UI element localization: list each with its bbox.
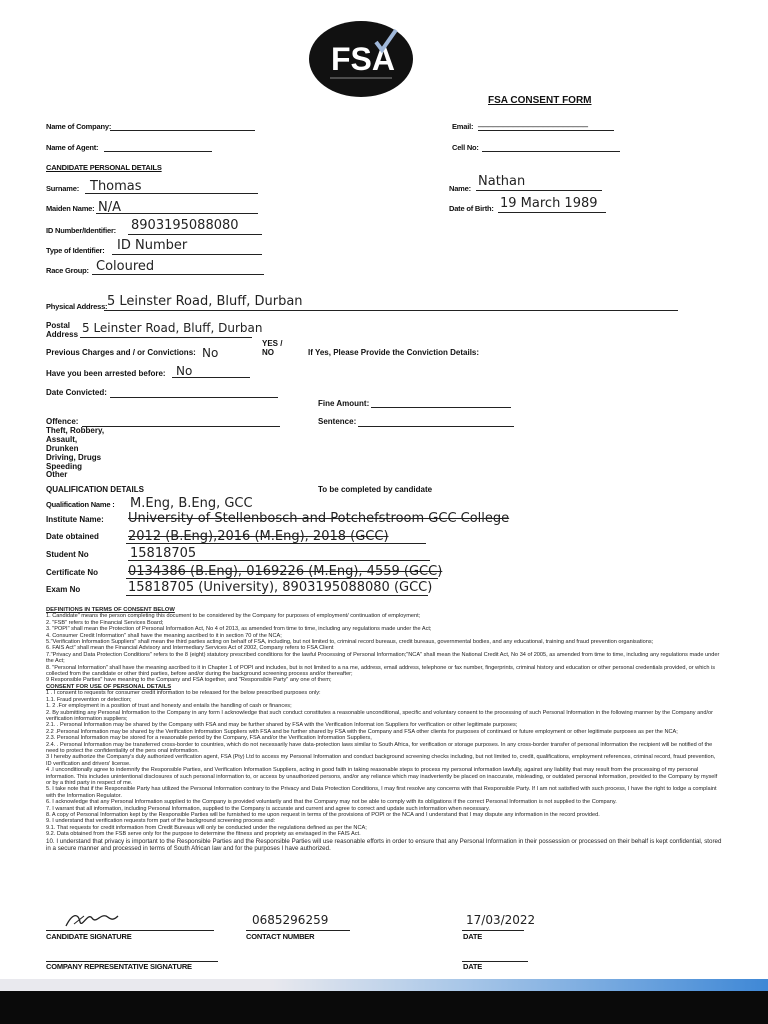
svg-text:FSA: FSA: [331, 41, 395, 77]
sentence-label: Sentence:: [318, 417, 357, 426]
postal-address-label-2: Address: [46, 330, 79, 339]
consent-terms-block: [46, 607, 722, 852]
date-obtained-value[interactable]: 2012 (B.Eng),2016 (M.Eng), 2018 (GCC): [128, 529, 389, 544]
to-be-completed-label: To be completed by candidate: [318, 485, 433, 494]
institute-name-value[interactable]: University of Stellenbosch and Potchefstroom GCC College: [128, 511, 510, 526]
date-of-birth-label: Date of Birth:: [449, 204, 494, 213]
surname-value[interactable]: Thomas: [90, 179, 142, 194]
date-signed-field[interactable]: [462, 930, 524, 931]
consent-item: 1 . I consent to requests for consumer credit information to be released for the below prescribed purposes only:: [46, 690, 321, 697]
conviction-details-label: If Yes, Please Provide the Conviction Details:: [308, 348, 480, 357]
qualification-details-heading: QUALIFICATION DETAILS: [46, 485, 144, 494]
fine-amount-label: Fine Amount:: [318, 399, 370, 408]
definition-item: 3. "POPI" shall mean the Protection of Personal Information Act, No 4 of 2013, as amended from time to time, including any regulations made under the Act;: [46, 626, 432, 633]
surname-field[interactable]: [85, 193, 258, 194]
offence-field[interactable]: [82, 426, 280, 427]
definition-item: 5."Verification Information Suppliers" shall mean the third parties acting on behalf of FSA, including, but not limited to, criminal record bureaus, credit bureaus, governmental bodies, and any educational, training and fraud prevention organisations;: [46, 639, 654, 646]
certificate-no-field[interactable]: [126, 578, 438, 579]
date-signed-value[interactable]: 17/03/2022: [466, 913, 536, 927]
previous-charges-label: Previous Charges and / or Convictions:: [46, 348, 196, 357]
previous-charges-value[interactable]: No: [202, 346, 219, 360]
definition-item: 9 Responsible Parties" have meaning to the Company and FSA together, and "Responsible Party" any one of them;: [46, 677, 332, 684]
arrested-before-value[interactable]: No: [176, 364, 193, 378]
offence-type-4: Driving, Drugs: [46, 453, 102, 462]
maiden-name-value[interactable]: N/A: [98, 200, 121, 215]
definition-item: 7."Privacy and Data Protection Conditions" refers to the 8 (eight) statutory prescribed conditions for the lawful Processing of Personal Information;"NCA" shall mean the National Credit Act, No 34 of 2005, as amended from time to time, including any regulations made under the Act;: [46, 651, 720, 665]
maiden-name-field[interactable]: [96, 213, 258, 214]
consent-item: 3 I hereby authorize the Company's duly authorized verification agent, FSA (Pty) Ltd to access my Personal Information and conduct background screening checks including, but not limited to, credit, qualifications, employment references, criminal record, fraud prevention, ID verification and drivers' license.: [46, 754, 716, 767]
email-field[interactable]: [478, 130, 614, 131]
yes-no-label-2: NO: [262, 348, 274, 357]
email-value[interactable]: ______________________: [478, 117, 588, 128]
date-obtained-field[interactable]: [126, 543, 426, 544]
id-number-value[interactable]: 8903195088080: [131, 218, 239, 233]
signature-scribble: [62, 908, 122, 932]
certificate-no-label: Certificate No: [46, 568, 99, 577]
offence-type-5: Speeding: [46, 462, 83, 471]
definitions-heading: DEFINITIONS IN TERMS OF CONSENT BELOW: [46, 607, 175, 613]
consent-item: 2.2 .Personal Information may be shared by the Verification Information Suppliers with FSA and be further shared by FSA with the Company and FSA other clients for purposes of continued or future employment or other legitimate purposes as per the NCA;: [46, 728, 678, 735]
consent-item: 1. 2 .For employment in a position of trust and honesty and entails the handling of cash or finances;: [46, 703, 292, 710]
form-title: FSA CONSENT FORM: [488, 95, 592, 106]
arrested-before-field[interactable]: [172, 377, 250, 378]
date-obtained-label: Date obtained: [46, 532, 99, 541]
yes-no-label-1: YES /: [262, 339, 283, 348]
consent-item: 7. I warrant that all information, including Personal Information, supplied to the Company is accurate and current and agree to correct and update such information when necessary.: [46, 805, 490, 812]
certificate-no-value[interactable]: 0134386 (B.Eng), 0169226 (M.Eng), 4559 (GCC): [128, 564, 443, 579]
student-no-field[interactable]: [128, 560, 430, 561]
consent-heading: CONSENT FOR USE OF PERSONAL DETAILS: [46, 683, 172, 690]
consent-item: 9. I understand that verification requests form part of the background screening process and:: [46, 818, 276, 825]
date2-label: DATE: [463, 962, 483, 971]
postal-address-value[interactable]: 5 Leinster Road, Bluff, Durban: [82, 321, 263, 335]
definition-item: 6. FAIS Act" shall mean the Financial Advisory and Intermediary Services Act of 2002, Company refers to FSA Client: [46, 645, 334, 652]
date-label: DATE: [463, 932, 483, 941]
fine-amount-field[interactable]: [371, 407, 511, 408]
student-no-value[interactable]: 15818705: [130, 546, 197, 561]
consent-item: 6. I acknowledge that any Personal Information supplied to the Company is provided voluntarily and that the Company may not be able to comply with its obligations if the correct Personal Information is not supplied to the Company.: [46, 799, 617, 806]
candidate-signature-field[interactable]: [46, 930, 214, 931]
type-of-identifier-field[interactable]: [112, 254, 262, 255]
name-of-company-field[interactable]: [110, 130, 255, 131]
consent-item: 2.3. Personal Information may be stored for a reasonable period by the Company, FSA and/or the Verification Information Suppliers,: [46, 735, 372, 742]
consent-item: 5. I take note that if the Responsible Party has utilized the Personal Information contrary to the Privacy and Data Protection Conditions, I may first resolve any concerns with that Responsible Party. If I am not satisfied with such process, I have the right to lodge a complaint with the Information Regulator.: [46, 786, 717, 799]
cell-no-label: Cell No:: [452, 143, 479, 152]
institute-name-label: Institute Name:: [46, 515, 104, 524]
consent-item: 8. A copy of Personal Information kept by the Responsible Parties will be furnished to me upon request in terms of the provisions of POPI or the NCA and I understand that I may dispute any information in the record provided.: [46, 812, 600, 818]
exam-no-field[interactable]: [126, 595, 428, 596]
offence-type-3: Drunken: [46, 444, 79, 453]
consent-item: 2. By submitting any Personal Information to the Company in any form I acknowledge that such conduct constitutes a reasonable unconditional, specific and voluntary consent to the processing of such Personal Information in the following manner by the Company and/or verification information suppliers;: [46, 709, 713, 722]
exam-no-label: Exam No: [46, 585, 81, 594]
fsa-logo-graphic: [308, 20, 414, 98]
offence-type-2: Assault,: [46, 435, 78, 444]
student-no-label: Student No: [46, 550, 89, 559]
postal-address-field[interactable]: [80, 337, 252, 338]
name-label: Name:: [449, 184, 471, 193]
footer-stripe: [0, 979, 768, 991]
consent-item: 9.1. That requests for credit information from Credit Bureaus will only be conducted under the regulations defined as per the NCA;: [46, 824, 367, 831]
definition-item: 4. Consumer Credit Information" shall have the meaning ascribed to it in section 70 of the NCA;: [46, 632, 282, 639]
physical-address-value[interactable]: 5 Leinster Road, Bluff, Durban: [107, 294, 303, 309]
type-of-identifier-label: Type of Identifier:: [46, 246, 105, 255]
definition-item: 1. Candidate" means the person completing this document to be considered by the Company for purposes of employment/ continuation of employment;: [46, 613, 421, 620]
footer-bar: [0, 991, 768, 1024]
name-of-company-label: Name of Company:: [46, 122, 112, 131]
date-convicted-field[interactable]: [110, 397, 278, 398]
id-number-field[interactable]: [128, 234, 262, 235]
candidate-signature-label: CANDIDATE SIGNATURE: [46, 932, 132, 941]
contact-number-label: CONTACT NUMBER: [246, 932, 315, 941]
consent-item: 9.2. Data obtained from the FSB serve only for the purpose to determine the fitness and propriety as envisaged in the FAIS Act.: [46, 831, 361, 838]
sentence-field[interactable]: [358, 426, 514, 427]
physical-address-label: Physical Address:: [46, 302, 108, 311]
consent-item: 4 .I unconditionally agree to indemnify the Responsible Parties, and Verification Information Suppliers, acting in good faith in taking reasonable steps to process my personal information lawfully, against any liability that may result from the processing of my personal information. This includes unintentional disclosures of such personal information to, or access by unauthorized persons, and/or any reliance which may inadvertently be placed on inaccurate, misleading, or outdated personal information, provided to the Company by myself or by a third party in respect of me.: [46, 767, 718, 786]
race-group-field[interactable]: [92, 274, 264, 275]
surname-label: Surname:: [46, 184, 79, 193]
consent-item: 1.1. Fraud prevention or detection;: [46, 696, 132, 703]
candidate-signature-image: [62, 908, 122, 932]
consent-item: 2.1. . Personal Information may be shared by the Company with FSA and may be further shared by FSA with the Verification Informat ion Suppliers for verification or other legitimate purposes;: [46, 722, 518, 729]
offence-type-6: Other: [46, 470, 68, 479]
company-rep-signature-label: COMPANY REPRESENTATIVE SIGNATURE: [46, 962, 192, 971]
date-of-birth-value[interactable]: 19 March 1989: [500, 196, 598, 211]
physical-address-field[interactable]: [104, 310, 678, 311]
exam-no-value[interactable]: 15818705 (University), 8903195088080 (GCC): [128, 580, 433, 595]
offence-label: Offence:: [46, 417, 79, 426]
candidate-personal-details-heading: CANDIDATE PERSONAL DETAILS: [46, 163, 162, 172]
date-of-birth-field[interactable]: [498, 212, 606, 213]
arrested-before-label: Have you been arrested before:: [46, 369, 166, 378]
contact-number-value[interactable]: 0685296259: [252, 913, 329, 927]
race-group-label: Race Group:: [46, 266, 89, 275]
contact-number-field[interactable]: [246, 930, 350, 931]
qualification-name-label: Qualification Name :: [46, 500, 115, 509]
maiden-name-label: Maiden Name:: [46, 204, 95, 213]
id-number-label: ID Number/Identifier:: [46, 226, 116, 235]
race-group-value[interactable]: Coloured: [96, 259, 155, 274]
name-of-agent-label: Name of Agent:: [46, 143, 99, 152]
offence-type-1: Theft, Robbery,: [46, 426, 105, 435]
name-of-agent-field[interactable]: [104, 151, 212, 152]
name-value[interactable]: Nathan: [478, 174, 526, 189]
fsa-logo: [308, 20, 414, 98]
definition-item: 2. "FSB" refers to the Financial Services Board;: [46, 619, 164, 626]
date-convicted-label: Date Convicted:: [46, 388, 107, 397]
qualification-name-value[interactable]: M.Eng, B.Eng, GCC: [130, 496, 253, 511]
definition-item: 8. "Personal Information" shall have the meaning ascribed to it in Chapter 1 of POPI and includes, but is not limited to a na me, address, email address, telephone or fax number, fingerprints, criminal history and education or other personal credentials provided, or which is collected from the candidate or other third parties, before and/or during the background screening process and/or thereafter;: [46, 664, 716, 678]
name-field[interactable]: [476, 190, 602, 191]
email-label: Email:: [452, 122, 474, 131]
consent-item: 10. I understand that privacy is important to the Responsible Parties and the Responsible Parties will use reasonable efforts in order to ensure that any Personal Information in their possession or processed on their behalf is kept confidential, stored in a secure manner and processed in terms of South African law and for the purposes I have authorized.: [46, 837, 722, 852]
cell-no-field[interactable]: [482, 151, 620, 152]
consent-item: 2.4. . Personal Information may be transferred cross-border to countries, which do not necessarily have data-protection laws similar to South Africa, for verification or storage purposes. In any cross-border transfer of personal information the recipient will be notified of the need to protect the confidentiality of the pers onal information.: [46, 741, 713, 754]
type-of-identifier-value[interactable]: ID Number: [117, 238, 188, 253]
postal-address-label-1: Postal: [46, 321, 71, 330]
